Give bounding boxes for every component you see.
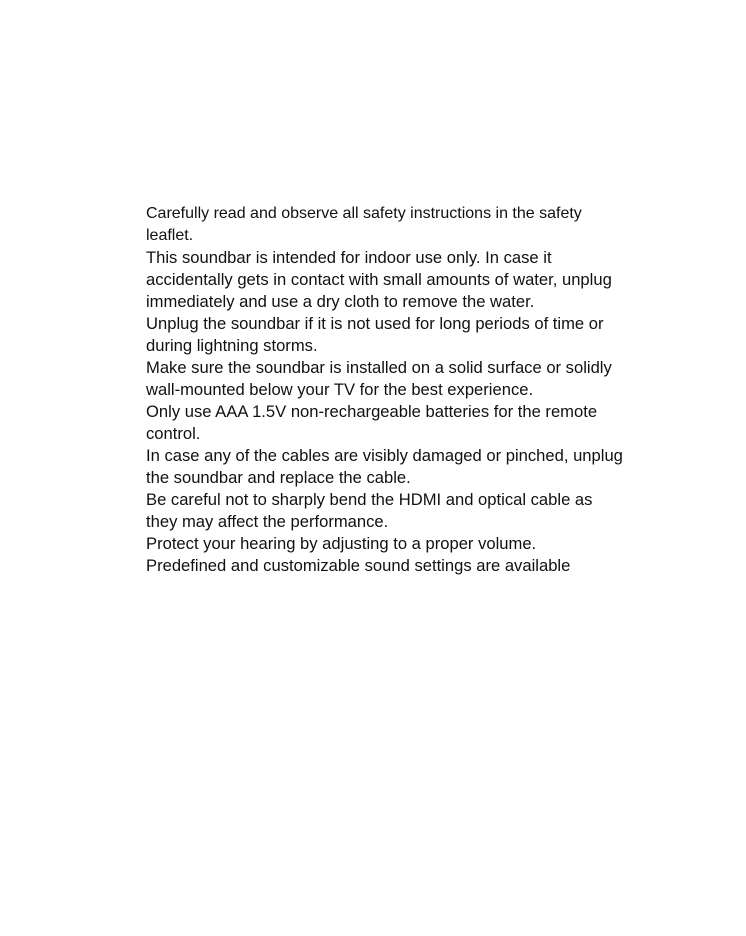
paragraph-indoor-use: This soundbar is intended for indoor use only. In case it accidentally gets in contact with small amounts of water, unplug immediately and use a dry cloth to remove the water. [146, 248, 612, 311]
paragraph-damaged-cables: In case any of the cables are visibly damaged or pinched, unplug the soundbar and replace the cable. [146, 446, 623, 487]
paragraph-bend-cables: Be careful not to sharply bend the HDMI and optical cable as they may affect the performance. [146, 490, 593, 531]
paragraph-unplug-storms: Unplug the soundbar if it is not used for long periods of time or during lightning storms. [146, 314, 604, 355]
paragraph-batteries: Only use AAA 1.5V non-rechargeable batteries for the remote control. [146, 402, 598, 443]
paragraph-solid-surface: Make sure the soundbar is installed on a solid surface or solidly wall-mounted below your TV for the best experience. [146, 358, 612, 399]
paragraph-sound-settings: Predefined and customizable sound settings are available [146, 556, 571, 575]
paragraph-safety-leaflet: Carefully read and observe all safety instructions in the safety leaflet. [146, 205, 582, 244]
paragraph-hearing: Protect your hearing by adjusting to a proper volume. [146, 534, 537, 553]
safety-instructions [146, 203, 626, 577]
